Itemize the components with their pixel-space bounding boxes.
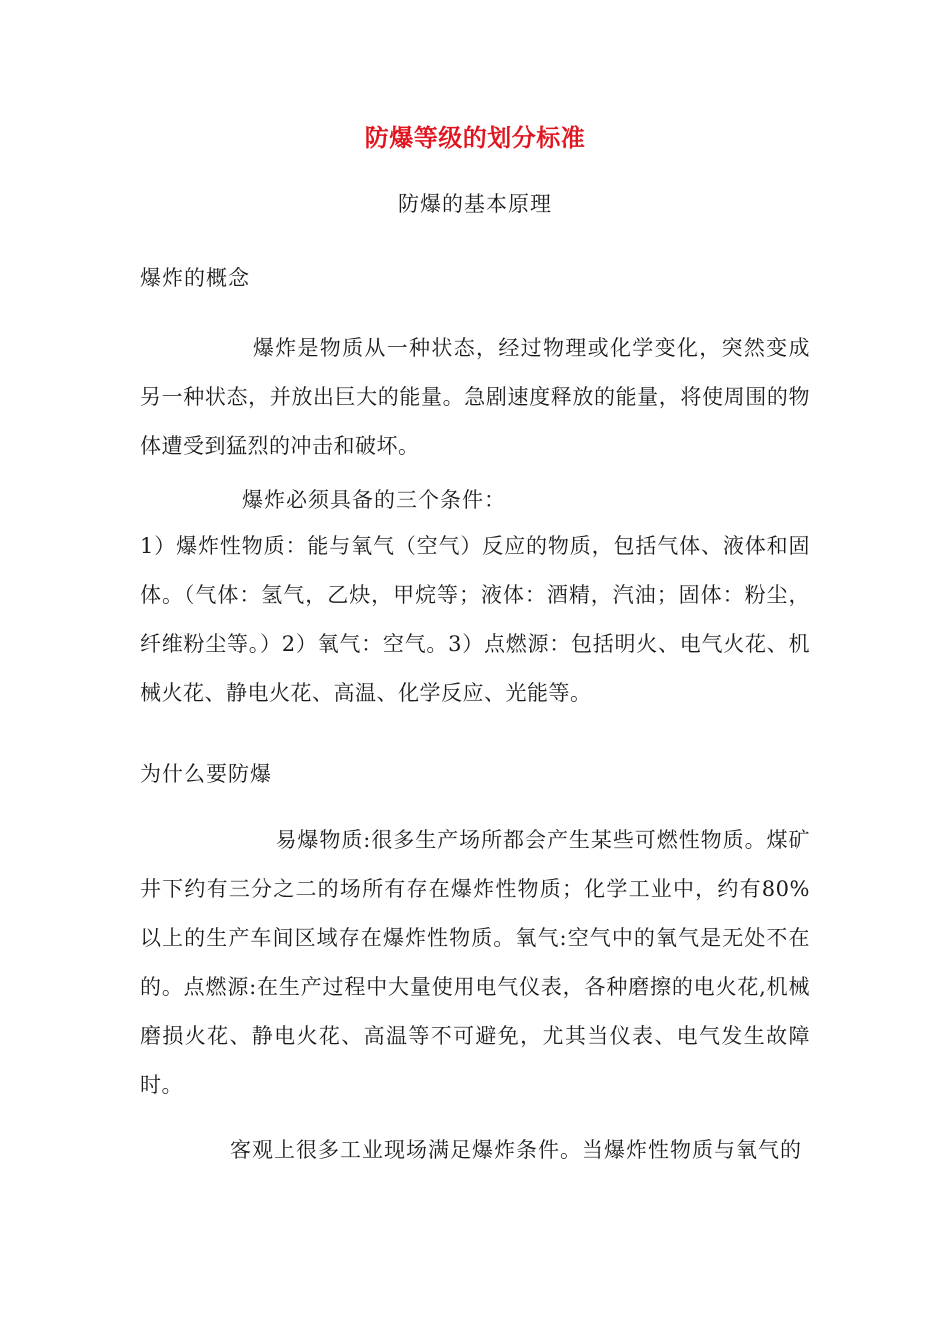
paragraph-conditions: 1）爆炸性物质：能与氧气（空气）反应的物质，包括气体、液体和固体。（气体：氢气，乙炔，甲烷等；液体：酒精，汽油；固体：粉尘，纤维粉尘等。）2）氧气：空气。3）点燃源：包括明火、电气火花、机械火花、静电火花、高温、化学反应、光能等。 <box>140 534 810 705</box>
document-subtitle: 防爆的基本原理 <box>398 192 552 216</box>
paragraph-why <box>140 816 810 1110</box>
paragraph-why-text: 易爆物质:很多生产场所都会产生某些可燃性物质。煤矿井下约有三分之二的场所有存在爆炸性物质；化学工业中，约有80%以上的生产车间区域存在爆炸性物质。氧气:空气中的氧气是无处不在的。点燃源:在生产过程中大量使用电气仪表，各种磨擦的电火花,机械磨损火花、静电火花、高温等不可避免，尤其当仪表、电气发生故障时。 <box>140 828 810 1097</box>
document-title: 防爆等级的划分标准 <box>364 124 586 152</box>
paragraph-last-line: 客观上很多工业现场满足爆炸条件。当爆炸性物质与氧气的 <box>230 1138 802 1162</box>
paragraph-concept-text: 爆炸是物质从一种状态，经过物理或化学变化，突然变成另一种状态，并放出巨大的能量。急剧速度释放的能量，将使周围的物体遭受到猛烈的冲击和破坏。 <box>140 336 810 458</box>
section-heading-concept: 爆炸的概念 <box>140 266 250 290</box>
paragraph-concept <box>140 324 810 471</box>
conditions-intro: 爆炸必须具备的三个条件： <box>242 488 506 512</box>
section-heading-why: 为什么要防爆 <box>140 762 272 786</box>
